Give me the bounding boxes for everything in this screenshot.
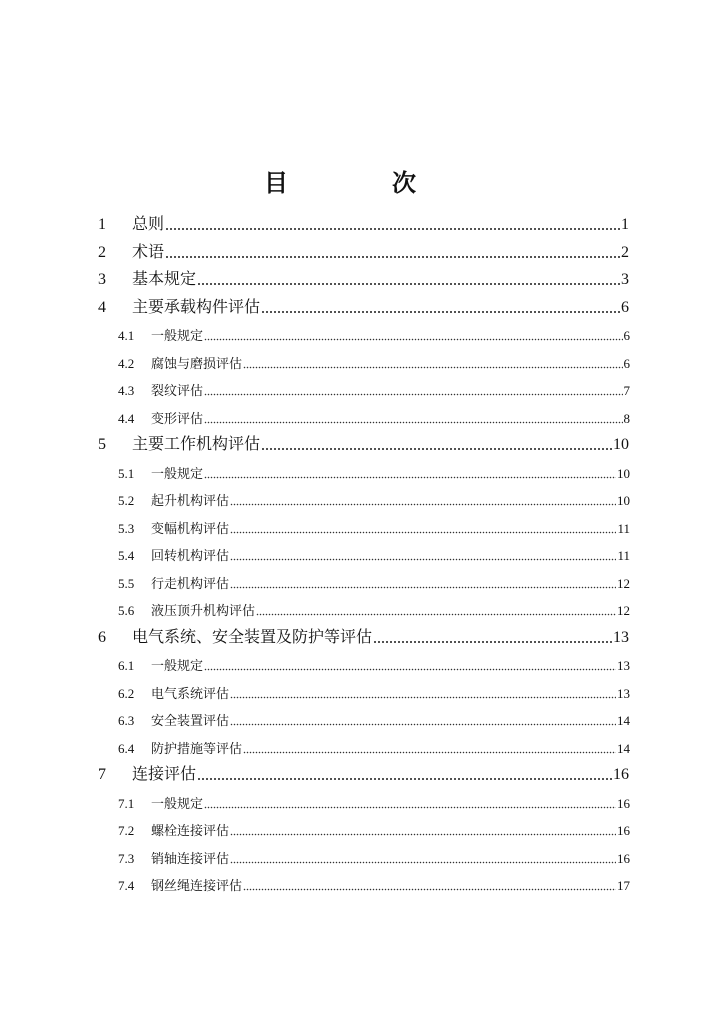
toc-entry-page-number: 13 [613,628,629,646]
toc-entry-label: 起升机构评估 [151,494,230,509]
toc-entry-label: 电气系统评估 [151,686,230,702]
toc-entry-number: 6 [98,628,106,646]
toc-entry-number: 3 [98,271,106,288]
toc-entry-label: 基本规定 [132,269,197,288]
toc-section-entry[interactable] [118,845,630,867]
toc-entry-label: 一般规定 [151,659,204,674]
toc-entry-number: 4 [98,298,106,316]
toc-dot-leader [204,476,616,479]
toc-entry-page-number: 16 [617,795,630,811]
toc-entry-number: 1 [98,216,106,233]
toc-entry-number: 5.2 [118,493,135,508]
toc-dot-leader [165,255,620,259]
toc-chapter-entry[interactable] [98,212,629,234]
toc-entry-label: 连接评估 [132,764,197,783]
toc-entry-label: 变形评估 [151,411,204,427]
toc-entry-page-number: 10 [617,493,630,508]
toc-chapter-entry[interactable] [98,762,629,784]
toc-entry-page-number: 7 [623,383,630,398]
toc-dot-leader [230,861,616,864]
toc-entry-label: 裂纹评估 [151,384,204,399]
toc-entry-number: 4.1 [118,328,135,343]
toc-section-entry[interactable] [118,680,630,702]
toc-dot-leader [165,227,620,231]
toc-dot-leader [373,640,612,644]
toc-dot-leader [256,613,616,616]
toc-dot-leader [261,310,620,314]
toc-entry-label: 腐蚀与磨损评估 [151,356,243,372]
toc-entry-label: 回转机构评估 [151,549,230,564]
toc-chapter-entry[interactable] [98,267,629,289]
toc-entry-number: 7.1 [118,795,135,811]
toc-entry-number: 4.2 [118,355,135,371]
toc-entry-page-number: 13 [617,685,630,701]
toc-entry-label: 总则 [132,214,165,233]
toc-dot-leader [230,696,616,699]
toc-entry-number: 7 [98,766,106,783]
toc-entry-page-number: 16 [617,850,630,866]
toc-dot-leader [230,531,616,534]
toc-dot-leader [204,338,622,341]
toc-chapter-entry[interactable] [98,240,629,262]
toc-entry-number: 6.4 [118,740,135,756]
toc-entry-page-number: 17 [617,878,630,893]
toc-dot-leader [197,282,620,286]
toc-entry-label: 一般规定 [151,329,204,344]
toc-entry-page-number: 13 [617,658,630,673]
toc-entry-page-number: 12 [617,603,630,618]
toc-entry-number: 5.6 [118,603,135,618]
toc-entry-page-number: 10 [613,436,629,453]
toc-entry-label: 销轴连接评估 [151,851,230,867]
toc-entry-number: 7.3 [118,850,135,866]
toc-entry-number: 5.1 [118,465,135,481]
toc-section-entry[interactable] [118,817,630,839]
toc-entry-number: 4.4 [118,410,135,426]
toc-entry-number: 2 [98,243,106,261]
toc-dot-leader [230,558,616,561]
toc-section-entry[interactable] [118,487,630,509]
toc-section-entry[interactable] [118,570,630,592]
toc-section-entry[interactable] [118,405,630,427]
toc-entry-number: 5.4 [118,548,135,563]
toc-section-entry[interactable] [118,377,630,399]
toc-entry-page-number: 6 [621,298,629,316]
toc-entry-label: 安全装置评估 [151,714,230,729]
toc-entry-number: 5.3 [118,520,135,536]
toc-section-entry[interactable] [118,735,630,757]
toc-entry-page-number: 14 [617,713,630,728]
toc-section-entry[interactable] [118,597,630,619]
toc-dot-leader [243,366,622,369]
toc-entry-number: 7.2 [118,823,135,838]
toc-entry-page-number: 10 [617,465,630,481]
toc-entry-page-number: 16 [613,766,629,783]
toc-section-entry[interactable] [118,872,630,894]
toc-section-entry[interactable] [118,350,630,372]
toc-entry-label: 一般规定 [151,796,204,812]
toc-entry-number: 6.1 [118,658,135,673]
toc-section-entry[interactable] [118,542,630,564]
toc-entry-page-number: 14 [617,740,630,756]
toc-dot-leader [204,668,616,671]
toc-dot-leader [204,421,622,424]
toc-section-entry[interactable] [118,322,630,344]
toc-section-entry[interactable] [118,790,630,812]
toc-entry-label: 术语 [132,241,165,261]
toc-chapter-entry[interactable] [98,295,629,317]
toc-section-entry[interactable] [118,707,630,729]
toc-dot-leader [230,503,616,506]
toc-entry-number: 6.2 [118,685,135,701]
toc-chapter-entry[interactable] [98,432,629,454]
toc-dot-leader [261,447,612,451]
toc-dot-leader [204,393,622,396]
toc-entry-label: 行走机构评估 [151,576,230,592]
toc-entry-page-number: 11 [617,520,630,536]
toc-dot-leader [243,888,616,891]
toc-entry-page-number: 16 [617,823,630,838]
toc-entry-page-number: 8 [623,410,630,426]
toc-entry-number: 5.5 [118,575,135,591]
toc-dot-leader [230,586,616,589]
toc-entry-page-number: 2 [621,243,629,261]
toc-entry-page-number: 12 [617,575,630,591]
toc-entry-label: 防护措施等评估 [151,741,243,757]
toc-entry-page-number: 11 [617,548,630,563]
toc-entry-number: 7.4 [118,878,135,893]
toc-dot-leader [197,777,612,781]
toc-entry-number: 6.3 [118,713,135,728]
toc-chapter-entry[interactable] [98,625,629,647]
toc-entry-page-number: 1 [621,216,629,233]
toc-entry-label: 变幅机构评估 [151,521,230,537]
toc-dot-leader [230,833,616,836]
toc-entry-label: 螺栓连接评估 [151,824,230,839]
toc-entry-label: 电气系统、安全装置及防护等评估 [132,626,373,646]
toc-entry-page-number: 6 [623,328,630,343]
toc-dot-leader [204,806,616,809]
toc-title: 目 次 [264,169,456,197]
toc-entry-label: 主要工作机构评估 [132,434,261,453]
toc-entry-label: 钢丝绳连接评估 [151,879,243,894]
toc-section-entry[interactable] [118,460,630,482]
toc-entry-number: 5 [98,436,106,453]
toc-dot-leader [243,751,616,754]
toc-entry-label: 液压顶升机构评估 [151,604,256,619]
toc-section-entry[interactable] [118,515,630,537]
toc-entry-page-number: 3 [621,271,629,288]
toc-entry-label: 一般规定 [151,466,204,482]
toc-dot-leader [230,723,616,726]
toc-entry-page-number: 6 [623,355,630,371]
toc-entry-label: 主要承载构件评估 [132,296,261,316]
toc-section-entry[interactable] [118,652,630,674]
toc-entry-number: 4.3 [118,383,135,398]
